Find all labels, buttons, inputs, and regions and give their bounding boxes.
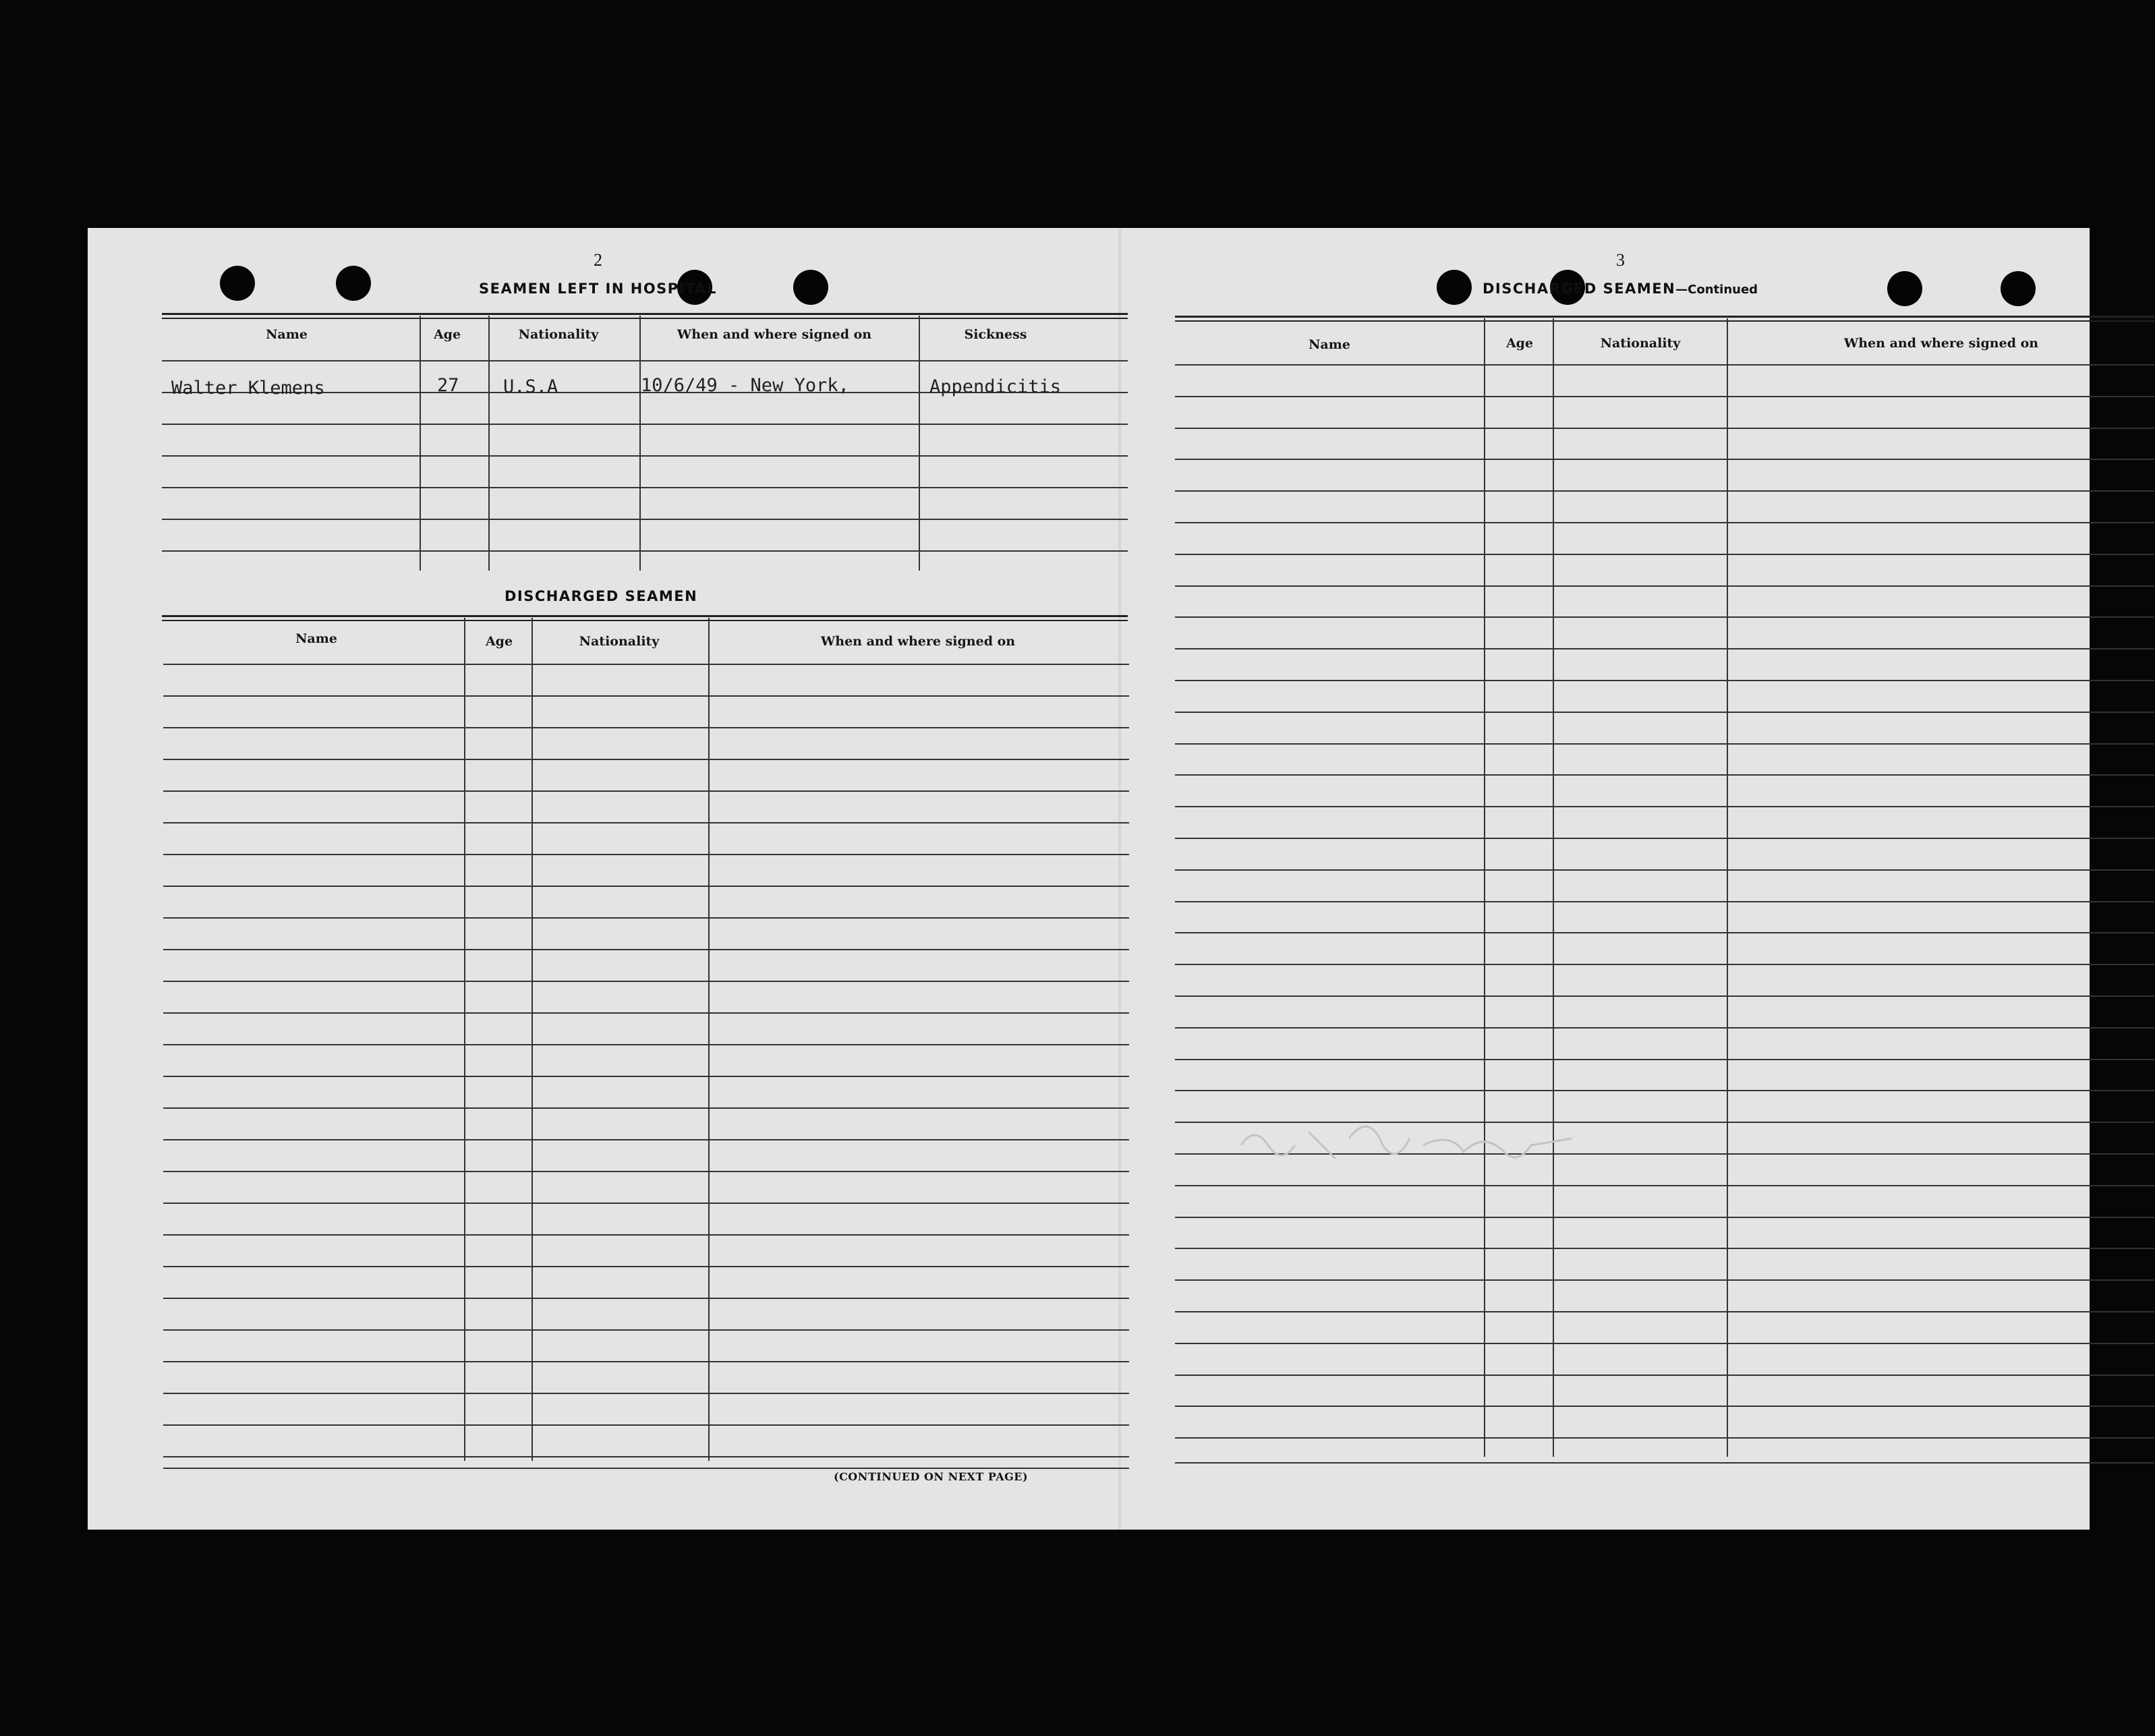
row-rule [1175, 995, 2154, 997]
row-rule [163, 1329, 1129, 1331]
row-rule [163, 1456, 1129, 1457]
row-rule [1175, 680, 2154, 681]
cell-name: Walter Klemens [171, 378, 325, 399]
column-rule [639, 316, 641, 571]
table-top-rule [162, 313, 1128, 315]
row-rule [163, 664, 1129, 665]
row-rule [1175, 901, 2154, 902]
page-number: 3 [1616, 250, 1625, 270]
row-rule [162, 360, 1128, 361]
punch-hole [2001, 271, 2036, 306]
row-rule [1175, 1437, 2154, 1439]
header-name: Name [266, 327, 308, 342]
row-rule [163, 1044, 1129, 1045]
row-rule [1175, 932, 2154, 933]
row-rule [1175, 838, 2154, 839]
row-rule [1175, 428, 2154, 429]
column-rule [420, 316, 421, 571]
row-rule [163, 1266, 1129, 1267]
row-rule [1175, 964, 2154, 965]
row-rule [1175, 648, 2154, 649]
ledger-sheet [88, 228, 2090, 1530]
punch-hole [336, 266, 371, 301]
row-rule [1175, 1059, 2154, 1060]
row-rule [1175, 712, 2154, 713]
row-rule [1175, 1279, 2154, 1281]
continued-note: (CONTINUED ON NEXT PAGE) [834, 1470, 1029, 1483]
row-rule [162, 424, 1128, 425]
row-rule [162, 550, 1128, 552]
row-rule [1175, 522, 2154, 523]
row-rule [162, 519, 1128, 520]
row-rule [1175, 616, 2154, 618]
row-rule [1175, 1217, 2154, 1218]
column-rule [531, 618, 533, 1461]
row-rule [1175, 774, 2154, 776]
table-top-rule [162, 318, 1128, 319]
row-rule [163, 1361, 1129, 1362]
header-nationality: Nationality [579, 634, 660, 649]
header-age: Age [485, 634, 513, 649]
header-nationality: Nationality [1600, 336, 1681, 351]
discharged-section-title: DISCHARGED SEAMEN [505, 588, 698, 604]
header-age: Age [433, 327, 461, 342]
table-bottom-rule [1175, 1462, 2154, 1464]
column-rule [708, 618, 710, 1461]
cell-age: 27 [437, 375, 459, 396]
row-rule [163, 1171, 1129, 1172]
row-rule [163, 917, 1129, 919]
table-top-rule [162, 615, 1128, 617]
row-rule [1175, 1375, 2154, 1376]
header-when-where: When and where signed on [820, 634, 1016, 649]
title-suffix: —Continued [1675, 283, 1758, 297]
row-rule [163, 1234, 1129, 1236]
row-rule [163, 1076, 1129, 1077]
row-rule [163, 822, 1129, 823]
row-rule [163, 981, 1129, 982]
row-rule [162, 487, 1128, 488]
row-rule [1175, 1248, 2154, 1249]
row-rule [163, 1139, 1129, 1140]
row-rule [163, 727, 1129, 728]
punch-hole [1437, 270, 1472, 305]
row-rule [1175, 396, 2154, 397]
row-rule [163, 1298, 1129, 1299]
page-number: 2 [594, 250, 602, 270]
row-rule [162, 455, 1128, 457]
row-rule [1175, 806, 2154, 807]
row-rule [163, 1424, 1129, 1426]
row-rule [1175, 490, 2154, 492]
row-rule [163, 1393, 1129, 1394]
row-rule [1175, 364, 2154, 366]
row-rule [1175, 1343, 2154, 1344]
header-name: Name [1309, 337, 1350, 352]
table-bottom-rule [163, 1468, 1129, 1469]
row-rule [1175, 554, 2154, 555]
row-rule [163, 695, 1129, 697]
column-rule [1484, 318, 1485, 1457]
row-rule [1175, 1406, 2154, 1407]
table-top-rule [1175, 316, 2154, 318]
cell-sickness: Appendicitis [929, 376, 1062, 397]
header-name: Name [295, 631, 337, 646]
row-rule [163, 759, 1129, 760]
column-rule [464, 618, 465, 1461]
title-main: DISCHARGED SEAMEN [1483, 281, 1676, 297]
row-rule [1175, 1090, 2154, 1091]
row-rule [1175, 459, 2154, 460]
row-rule [163, 1107, 1129, 1109]
cell-when-where: 10/6/49 - New York, [641, 375, 849, 396]
punch-hole [1887, 271, 1922, 306]
header-nationality: Nationality [518, 327, 599, 342]
row-rule [163, 886, 1129, 887]
row-rule [163, 1012, 1129, 1014]
column-rule [1553, 318, 1554, 1457]
header-sickness: Sickness [964, 327, 1027, 342]
row-rule [1175, 1311, 2154, 1312]
row-rule [163, 949, 1129, 950]
table-top-rule [162, 620, 1128, 621]
row-rule [1175, 869, 2154, 871]
row-rule [163, 1203, 1129, 1204]
continued-section-title [1483, 281, 1758, 297]
row-rule [1175, 585, 2154, 587]
column-rule [919, 316, 920, 571]
header-when-where: When and where signed on [677, 327, 872, 342]
row-rule [163, 790, 1129, 792]
row-rule [1175, 1027, 2154, 1029]
punch-hole [220, 266, 255, 301]
row-rule [1175, 743, 2154, 745]
cell-nationality: U.S.A [503, 376, 558, 397]
faint-pencil-marks [1221, 1098, 1653, 1186]
column-rule [488, 316, 490, 571]
header-age: Age [1505, 336, 1534, 351]
row-rule [163, 854, 1129, 855]
header-when-where: When and where signed on [1843, 336, 2039, 351]
punch-hole [793, 270, 828, 305]
table-top-rule [1175, 320, 2154, 322]
hospital-section-title: SEAMEN LEFT IN HOSPITAL [479, 281, 717, 297]
column-rule [1727, 318, 1728, 1457]
